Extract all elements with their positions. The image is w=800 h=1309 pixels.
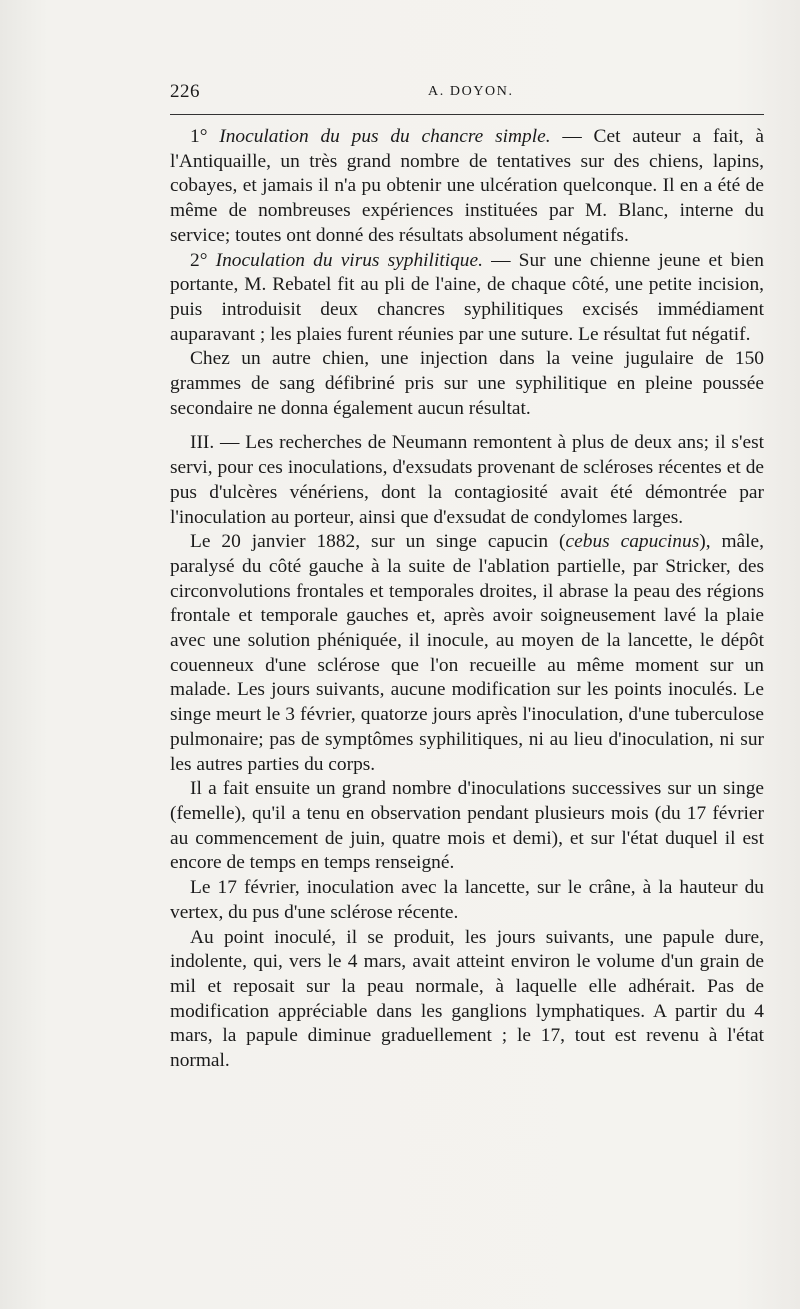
page-header — [170, 78, 764, 110]
paragraph-text: Au point inoculé, il se produit, les jours suivants, une papule dure, indolente, qui, vers le 4 mars, avait atteint environ le volume d'un grain de mil et reposait sur la peau normale, à laquelle elle adhérait. Pas de modification appréciable dans les ganglions lymphatiques. A partir du 4 mars, la papule diminue graduellement ; le 17, tout est revenu à l'état normal. — [170, 926, 764, 1072]
paragraph-text: Chez un autre chien, une injection dans la veine jugulaire de 150 grammes de sang défibriné pris sur une syphilitique en pleine poussée secondaire ne donna également aucun résultat. — [170, 348, 764, 419]
body-text — [170, 125, 764, 1074]
paragraph-text: III. — Les recherches de Neumann remontent à plus de deux ans; il s'est servi, pour ces inoculations, d'exsudats provenant de scléroses récentes et de pus d'ulcères vénériens, dont la contagiosité avait été démontrée par l'inoculation au porteur, ainsi que d'exsudat de condylomes larges. — [170, 432, 764, 528]
paragraph-text: Le 20 janvier 1882, sur un singe capucin ( — [190, 531, 566, 553]
paragraph-inoculation-chancre — [170, 125, 764, 249]
header-rule — [170, 114, 764, 115]
paragraph-inoculation-virus — [170, 249, 764, 348]
paragraph-heading: Inoculation du pus du chancre simple. — [219, 126, 551, 147]
paragraph-singe-capucin — [170, 530, 764, 777]
list-marker: 2° — [190, 249, 216, 271]
list-marker: 1° — [190, 126, 220, 147]
species-name: cebus capucinus — [565, 531, 700, 553]
paragraph-text: — Sur une chienne jeune et bien portante, M. Rebatel fit au pli de l'aine, de chaque côté, une petite incision, puis introduisit deux chancres syphilitiques excisés immédiament auparavant ; les plaies furent réunies par une suture. Le résultat fut négatif. — [170, 249, 765, 345]
paragraph-text: Il a fait ensuite un grand nombre d'inoculations successives sur un singe (femelle), qu'il a tenu en observation pendant plusieurs mois (du 17 février au commencement de juin, quatre mois et demi), et sur l'état duquel il est encore de temps en temps renseigné. — [170, 778, 764, 874]
paragraph-17-fevrier — [170, 876, 764, 925]
paragraph-text: ), mâle, paralysé du côté gauche à la suite de l'ablation partielle, par Stricker, des circonvolutions frontales et temporales droites, il abrase la peau des régions frontale et temporale gauches et, après avoir soigneusement lavé la plaie avec une solution phéniquée, il inocule, au moyen de la lancette, le dépôt couenneux d'une sclérose que l'on recueille au même moment sur un malade. Les jours suivants, aucune modification sur les points inoculés. Le singe meurt le 3 février, quatorze jours après l'inoculation, d'une tuberculose pulmonaire; pas de symptômes syphilitiques, ni au lieu d'inoculation, ni sur les autres parties du corps. — [170, 531, 765, 775]
page-number: 226 — [170, 81, 200, 102]
paragraph-text: Le 17 février, inoculation avec la lancette, sur le crâne, à la hauteur du vertex, du pus d'une sclérose récente. — [170, 877, 764, 923]
paragraph-text: — Cet auteur a fait, à l'Antiquaille, un très grand nombre de tentatives sur des chiens, lapins, cobayes, et jamais il n'a pu obtenir une ulcération quelconque. Il en a été de même de nombreuses expériences instituées par M. Blanc, interne du service; toutes ont donné des résultats absolument négatifs. — [170, 126, 764, 246]
paragraph-heading: Inoculation du virus syphilitique. — [215, 249, 483, 271]
paragraph-inoculations-successives — [170, 777, 764, 876]
running-head: A. DOYON. — [428, 84, 514, 99]
paragraph-point-inocule — [170, 926, 764, 1074]
paragraph-section-iii — [170, 431, 764, 530]
paragraph-injection — [170, 347, 764, 421]
